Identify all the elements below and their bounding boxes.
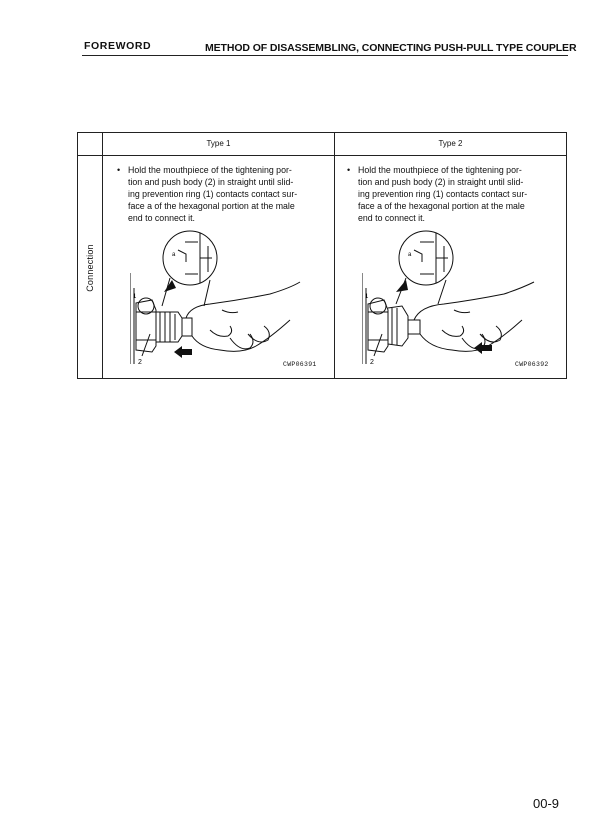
instruction-line: ing prevention ring (1) contacts contact sur- [128, 189, 298, 199]
coupler-illustration-type-1 [130, 228, 330, 368]
table-header-rule [78, 155, 566, 156]
instruction-line: end to connect it. [128, 213, 195, 223]
bullet-icon: • [117, 165, 121, 175]
instruction-type-2 [347, 164, 564, 224]
callout-label: a [172, 252, 176, 258]
instruction-line: face a of the hexagonal portion at the male [128, 201, 295, 211]
callout-label: a [408, 252, 412, 258]
row-label: Connection [85, 243, 95, 292]
table-divider [102, 133, 103, 378]
header-rule [82, 55, 568, 56]
column-heading-type-1: Type 1 [206, 139, 231, 148]
page-number: 00-9 [533, 796, 560, 811]
callout-arrow-icon [164, 280, 176, 292]
bullet-icon: • [347, 165, 351, 175]
push-direction-arrow-icon [474, 342, 492, 354]
figure-code-type-1: CWP06391 [283, 361, 317, 368]
instruction-line: Hold the mouthpiece of the tightening por- [128, 165, 292, 175]
header-section-title: FOREWORD [84, 40, 152, 52]
instruction-type-1 [117, 164, 333, 224]
coupler-illustration-type-2 [362, 228, 562, 368]
instruction-line: face a of the hexagonal portion at the male [358, 201, 525, 211]
callout-label: 1 [133, 294, 137, 300]
header-page-title: METHOD OF DISASSEMBLING, CONNECTING PUSH-PULL TYPE COUPLER [205, 42, 577, 54]
row-label-cell [78, 156, 102, 379]
callout-label: 1 [365, 294, 369, 300]
callout-label: 2 [370, 359, 374, 366]
procedure-table [77, 132, 567, 379]
instruction-line: ing prevention ring (1) contacts contact sur- [358, 189, 528, 199]
callout-arrow-icon [396, 280, 408, 292]
column-heading-type-2: Type 2 [438, 139, 463, 148]
callout-label: 2 [138, 359, 142, 366]
table-divider [334, 133, 335, 378]
figure-code-type-2: CWP06392 [515, 361, 549, 368]
instruction-line: Hold the mouthpiece of the tightening por- [358, 165, 522, 175]
instruction-line: tion and push body (2) in straight until slid- [128, 177, 294, 187]
instruction-line: end to connect it. [358, 213, 425, 223]
instruction-line: tion and push body (2) in straight until slid- [358, 177, 524, 187]
push-direction-arrow-icon [174, 346, 192, 358]
